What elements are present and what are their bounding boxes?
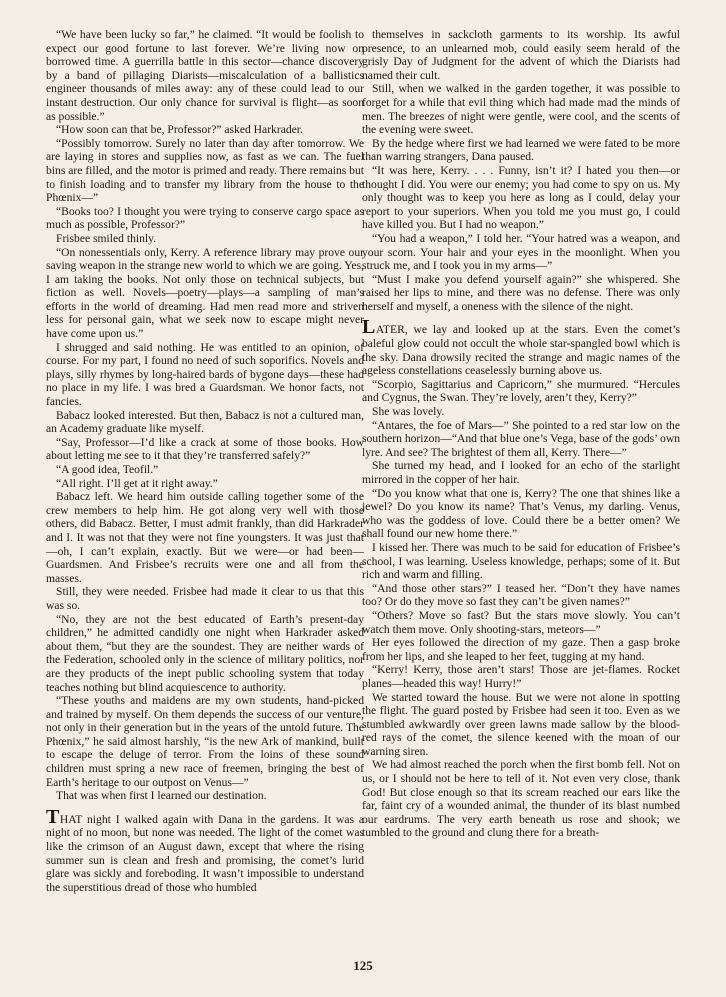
paragraph: Babacz left. We heard him outside calling together some of the crew members to help him. He got along very well with those others, did Babacz. Better, I must admit frankly, than did Harkrader and I. It was not that they were not fine youngsters. It was just that—oh, I can’t explain, exactly. But we were—or had been—Guardsmen. And Frisbee’s recruits were one and all from the masses.: [46, 490, 364, 585]
paragraph: “We have been lucky so far,” he claimed. “It would be foolish to expect our good fortune to last forever. We’re living now on borrowed time. A guerrilla battle in this sector—chance discovery by a band of pillaging Diarists—miscalculation of a ballistics engineer thousands of miles away: any of these could lead to our instant destruction. Our only chance for survival is flight—as soon as possible.”: [46, 28, 364, 123]
paragraph: “And those other stars?” I teased her. “Don’t they have names too? Or do they move so fast they can’t be given names?”: [362, 581, 680, 609]
paragraph: “These youths and maidens are my own students, hand-picked and trained by myself. On them depends the success of our venture, not only in their generation but in the years of the untold future. The Phœnix,” he said almost harshly, “is the new Ark of mankind, built to escape the deluge of terror. From the loins of these sound children must spring a new race of freemen, bringing the best of Earth’s heritage to our outpost on Venus—”: [46, 694, 364, 789]
paragraph: Frisbee smiled thinly.: [56, 231, 157, 245]
left-column: [46, 28, 364, 894]
paragraph: themselves in sackcloth garments to its worship. Its awful presence, to an unlearned mob, could easily seem herald of the grisly Day of Judgment for the advent of which the Diarists had named their cult.: [362, 28, 680, 82]
section-text: HAT night I walked again with Dana in the gardens. It was a night of no moon, but none was needed. The light of the comet was like the crimson of an August dawn, except that where the rising summer sun is clean and fresh and promising, the comet’s lurid glare was sickly and foreboding. It wasn’t impossible to understand the superstitious dread of those who humbled: [46, 812, 364, 894]
paragraph: “Must I make you defend yourself again?” she whispered. She raised her lips to mine, and there was no defense. There was only herself and myself, a oneness with the silence of the night.: [362, 272, 680, 313]
drop-cap: L: [362, 316, 376, 339]
paragraph: “Say, Professor—I’d like a crack at some of those books. How about letting me see to it that they’re transferred safely?”: [46, 435, 364, 463]
paragraph: “No, they are not the best educated of Earth’s present-day children,” he admitted candidly one night when Harkrader asked about them, “but they are the soundest. They are neither wards of the Federation, schooled only in the science of military politics, nor are they products of the inept public schooling system that today teaches nothing but blind acquiescence to authority.: [46, 612, 364, 694]
section-break-paragraph: [46, 805, 364, 895]
paragraph: We had almost reached the porch when the first bomb fell. Not on us, or I should not be here to tell of it. Not even very close, thank God! But close enough so that its scream reached our ears like the far, faint cry of a wounded animal, the thunder of its blast numbed our eardrums. The very earth beneath us rose and shook; we tumbled to the ground and clung there for a breath-: [362, 758, 680, 840]
paragraph: “On nonessentials only, Kerry. A reference library may prove our saving weapon in the strange new world to which we are going. Yes, I am taking the books. Not only those on technical subjects, but fiction as well. Novels—poetry—plays—a sampling of man’s efforts in the world of dreaming. Had men read more and striven less for personal gain, what we seek now to escape might never have come upon us.”: [46, 245, 364, 341]
right-paragraphs-a: [362, 28, 680, 313]
paragraph: Still, they were needed. Frisbee had made it clear to us that this was so.: [46, 585, 364, 612]
right-column: [362, 28, 680, 840]
paragraph: “Books too? I thought you were trying to conserve cargo space as much as possible, Professor?”: [46, 204, 364, 232]
paragraph: “You had a weapon,” I told her. “Your hatred was a weapon, and your scorn. Your hair and your eyes in the moonlight. When you struck me, and I took you in my arms—”: [362, 231, 680, 273]
paragraph: I shrugged and said nothing. He was entitled to an opinion, of course. For my part, I found no need of such soporifics. Novels and plays, silly rhymes by long-haired bards of bygone days—these had no place in my life. I was bred a Guardsman. We honor facts, not fancies.: [46, 340, 364, 409]
drop-cap: T: [46, 805, 60, 828]
paragraph: By the hedge where first we had learned we were fated to be more than warring strangers, Dana paused.: [362, 136, 680, 164]
paragraph: “A good idea, Teofil.”: [56, 463, 159, 476]
section-text: ATER, we lay and looked up at the stars. Even the comet’s baleful glow could not occult the whole star-spangled bowl which is the sky. Dana drowsily recited the strange and magic names of the ageless constellations ceaselessly burning above us.: [362, 323, 680, 378]
paragraph: “Kerry! Kerry, those aren’t stars! Those are jet-flames. Rocket planes—headed this way! Hurry!”: [362, 663, 680, 690]
paragraph: That was when first I learned our destination.: [56, 789, 267, 803]
paragraph: “Antares, the foe of Mars—” She pointed to a red star low on the southern horizon—“And that blue one’s Vega, base of the gods’ own lyre. And see? The brightest of them all, Kerry. There—”: [362, 418, 681, 459]
paragraph: “How soon can that be, Professor?” asked Harkrader.: [56, 123, 303, 137]
paragraph: “Scorpio, Sagittarius and Capricorn,” she murmured. “Hercules and Cygnus, the Swan. They’re lovely, aren’t they, Kerry?”: [362, 377, 680, 405]
paragraph: “Possibly tomorrow. Surely no later than day after tomorrow. We are laying in stores and supplies now, as fast as we can. The fuel bins are filled, and the motor is primed and ready. There remains but to finish loading and to transfer my library from the house to the Phœnix—”: [46, 136, 364, 205]
paragraph: Babacz looked interested. But then, Babacz is not a cultured man, an Academy graduate like myself.: [46, 408, 364, 436]
paragraph: “Others? Move so fast? But the stars move slowly. You can’t watch them move. Only shooting-stars, meteors—”: [362, 608, 680, 636]
paragraph: I kissed her. There was much to be said for education of Frisbee’s school, I was learning. Useless knowledge, perhaps; some of it. But rich and warm and filling.: [362, 540, 680, 582]
paragraph: “Do you know what that one is, Kerry? The one that shines like a jewel? Do you know its name? That’s Venus, my darling. Venus, who was the goddess of love. Could there be a better omen? We shall found our new home there.”: [362, 486, 680, 541]
right-paragraphs-b: [362, 378, 680, 840]
paragraph: She was lovely.: [372, 405, 445, 419]
paragraph: We started toward the house. But we were not alone in spotting the flight. The guard posted by Frisbee had seen it too. Even as we stumbled awkwardly over green lawns made sallow by the blood-red rays of the comet, the silence keened with the moan of our warning siren.: [362, 690, 680, 758]
paragraph: “All right. I’ll get at it right away.”: [56, 476, 218, 490]
section-break-paragraph: [362, 316, 680, 378]
paragraph: She turned my head, and I looked for an echo of the starlight mirrored in the copper of her hair.: [362, 459, 680, 486]
paragraph: Her eyes followed the direction of my gaze. Then a gasp broke from her lips, and she leaped to her feet, tugging at my hand.: [362, 636, 680, 663]
page-number: 125: [353, 958, 373, 973]
paragraph: “It was here, Kerry. . . . Funny, isn’t it? I hated you then—or thought I did. You were our enemy; you had come to spy on us. My only thought was to keep you here as long as I could, delay your report to your superiors. When you told me you must go, I could have killed you. But I had no weapon.”: [362, 163, 680, 232]
paragraph: Still, when we walked in the garden together, it was possible to forget for a while that evil thing which had made mad the minds of men. The breezes of night were gentle, were cool, and the scents of the evening were sweet.: [362, 82, 680, 137]
left-paragraphs: [46, 28, 364, 803]
